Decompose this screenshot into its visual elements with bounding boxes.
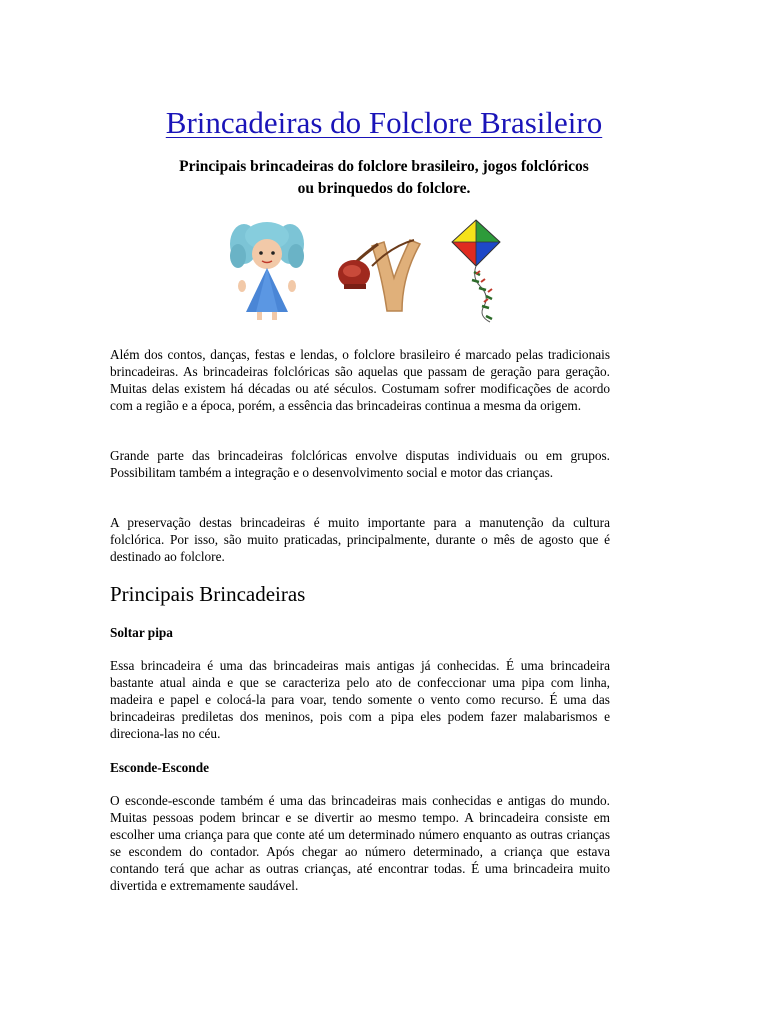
doll-illustration	[226, 216, 308, 326]
intro-paragraph-1: Além dos contos, danças, festas e lendas, o folclore brasileiro é marcado pelas tradicionais brincadeiras. As brincadeiras folclóricas são aquelas que passam de geração para geração. Muitas delas existem há décadas ou até séculos. Costumam sofrer modificações de acordo com a região e a época, porém, a essência das brincadeiras continua a mesma da origem.	[110, 347, 610, 413]
game-description-esconde-esconde: O esconde-esconde também é uma das brincadeiras mais conhecidas e antigas do mundo. Muitas pessoas podem brincar e se divertir ao mesmo tempo. A brincadeira consiste em escolher uma criança para que conte até um determinado número enquanto as outras crianças se escondem do contador. Após chegar ao número determinado, a criança que estava contando terá que achar as outras crianças, até encontrar todas. É uma brincadeira muito divertida e extremamente saudável.	[110, 793, 610, 893]
kite-illustration	[446, 216, 542, 326]
illustrations-row	[226, 216, 542, 326]
intro-paragraph-2: Grande parte das brincadeiras folclóricas envolve disputas individuais ou em grupos. Possibilitam também a integração e o desenvolvimento social e motor das crianças.	[110, 448, 610, 480]
game-title-esconde-esconde: Esconde-Esconde	[110, 760, 209, 775]
section-title: Principais Brincadeiras	[110, 582, 306, 606]
game-title-soltar-pipa: Soltar pipa	[110, 625, 173, 640]
intro-paragraph-3: A preservação destas brincadeiras é muito importante para a manutenção da cultura folclórica. Por isso, são muito praticadas, principalmente, durante o mês de agosto que é destinado ao folclore.	[110, 515, 610, 564]
game-description-soltar-pipa: Essa brincadeira é uma das brincadeiras mais antigas já conhecidas. É uma brincadeira bastante atual ainda e que se caracteriza pelo ato de confeccionar uma pipa com linha, madeira e papel e colocá-la para voar, tendo somente o vento como recurso. É uma das brincadeiras prediletas dos meninos, pois com a pipa eles podem fazer malabarismos e direciona-las no céu.	[110, 658, 610, 741]
page-title[interactable]: Brincadeiras do Folclore Brasileiro	[165, 105, 603, 140]
slingshot-illustration	[332, 216, 432, 326]
page-subtitle: Principais brincadeiras do folclore brasileiro, jogos folclóricos ou brinquedos do folclore.	[179, 158, 589, 197]
